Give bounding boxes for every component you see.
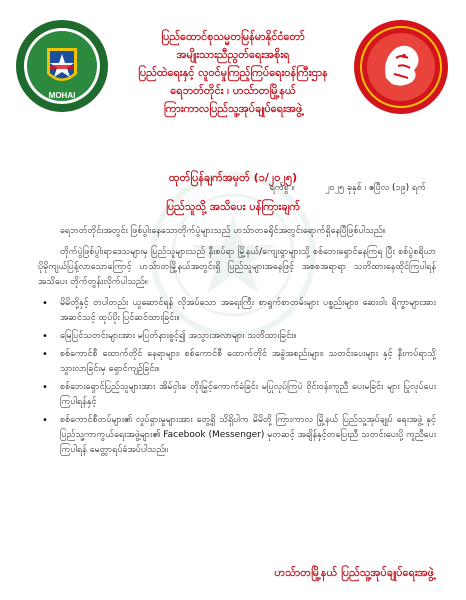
list-item-text: စစ်ကောင်စီ ထောက်တိုင် နေရာများ၊ စစ်ကောင်စီ ထောက်တိုင် အခွဲအစည်းများ၊ သတင်းပေးများ နှင့် နီးကပ်ရာသို့ သွားလာခြင်းမှ ရှောင်ကျဉ်ခြင်း။ xyxy=(60,349,436,374)
list-item-text: စစ်ဘေးရှောင်ပြည်သူများအား အိမ်ငှါးခ တိုးမြှင့်ကောက်ခံခြင်း မပြုလုပ်ကြပဲ ဝိုင်းဝန်းကူညီ ပေးမခြင်း များ ပြုလုပ်ပေးကြပါရန်နှင့် xyxy=(60,382,436,407)
header-line-5: ကြားကာလပြည်သူ့အုပ်ချုပ်ရေးအဖွဲ့ xyxy=(163,102,303,115)
bullet-icon: • xyxy=(42,415,48,426)
header-line-4: ရေဘတ်တိုင်း ၊ ဟသ်ာတမြို့နယ် xyxy=(170,84,296,97)
document-body xyxy=(38,224,436,461)
bullet-icon: • xyxy=(42,298,48,309)
signature-block: ဟသ်ာတမြို့နယ် ပြည်သူ့အုပ်ချုပ်ရေးအဖွဲ့ xyxy=(274,566,434,579)
header-line-3: ပြည်ထဲရေးနှင့် လူဝင်မှုကြည့်ကြပ်ရေးဝန်ကြီးဌာန xyxy=(138,66,328,79)
statement-number: ထုတ်ပြန်ချက်အမှတ် (၁/၂၀၂၅) xyxy=(168,171,298,184)
paragraph-2: တိုက်ပွဲဖြစ်ပွါးရာဒေသများမှ ပြည်သူများသည် နီးစပ်ရာ မြို့နယ်/ကျေးရွာများသို့ စစ်ဘေးရှောင်နေကြရ ပြီး စစ်ပွဲစရိယာ ပိုမိုကျယ်ပြန့်လာသောကြောင့် ဟသ်ာတမြို့နယ်အတွင်းရှိ ပြည်သူများအနေဖြင့် အစစအရာရာ သတိထားနေထိုင်ကြပါရန် အသိပေး တိုက်တွန်းလိုက်ပါသည်။ xyxy=(38,247,436,287)
ministry-emblem-icon xyxy=(14,18,110,114)
bullet-icon: • xyxy=(42,382,48,393)
bullet-icon: • xyxy=(42,331,48,342)
lion-emblem-icon xyxy=(352,18,450,116)
list-item xyxy=(38,296,436,326)
list-item xyxy=(38,413,436,458)
date-label: ရက်စွဲ ။ xyxy=(269,183,295,193)
list-item xyxy=(38,329,436,344)
bullet-icon: • xyxy=(42,349,48,360)
date-value: ၂၀၂၅ ခုနှစ် ၊ ဧပြီလ (၁၉) ရက် xyxy=(325,183,426,193)
list-item-text: မြေပြင်သတင်းများအား မပြတ်နားစွင့်၍ အသွားအလာများ သတိထားခြင်း။ xyxy=(60,331,297,341)
advice-list xyxy=(38,296,436,458)
document-header xyxy=(112,28,354,118)
subject-title: ပြည်သူသို့ အသိပေး ပန်ကြားချက် xyxy=(165,200,301,213)
list-item-text: မိမိတို့နှင့် တပါတည်း ယူဆောင်ရန် လိုအပ်သော အရေးကြီး စာရွက်စာတမ်းများ ပစ္စည်းများ၊ ဆေးဝါး ရိက္ခာများအား အဆင်သင့် ထုပ်ပိုး ပြင်ဆင်ထားခြင်း။ xyxy=(60,298,436,323)
list-item-text: စစ်ကောင်စီတပ်များ၏ လှုပ်ရှားမှုများအား တွေ့ရှိ သိရှိပါက မိမိတို့ ကြားကာလ မြို့နယ် ပြည်သူ့အုပ်ချုပ် ရေးအဖွဲ့ နှင့် ပြည်သူ့ကာကွယ်ရေးအဖွဲ့များ၏ Facebook (Messenger) မှတဆင့် အချိန်နှင့်တပြေးညီ သတင်းပေးပို့ ကူညီပေးကြပါရန် မေတ္တာရပ်ခံအပ်ပါသည်။ xyxy=(60,415,436,455)
date-line xyxy=(270,182,426,195)
header-line-2: အမျိုးသားညီညွတ်ရေးအစိုးရ xyxy=(176,48,290,61)
paragraph-1: ရေဘတ်တိုင်းအတွင်း ဖြစ်ပွါးနေသောတိုက်ပွဲများသည် ဟသ်ာတခရိုင်အတွင်းရောက်ရှိနေပြီဖြစ်ပါသည်။ xyxy=(60,226,386,236)
header-line-1: ပြည်ထောင်စုသမ္မတမြန်မာနိုင်ငံတော် xyxy=(161,30,305,43)
list-item xyxy=(38,347,436,377)
list-item xyxy=(38,380,436,410)
mohai-logo-text: MOHAI xyxy=(48,91,76,100)
